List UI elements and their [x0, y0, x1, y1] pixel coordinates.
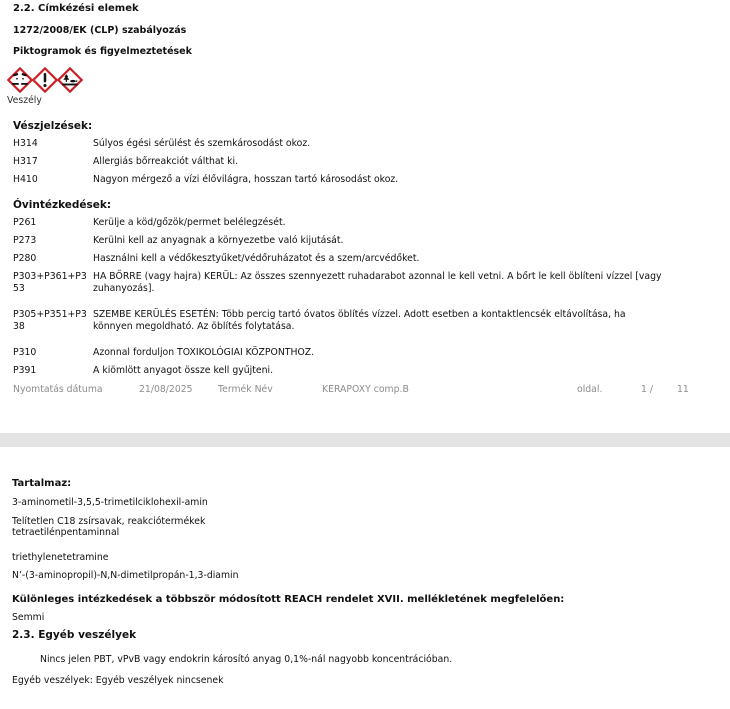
- precautionary-statement-row: [13, 217, 717, 229]
- substance-name: triethylenetetramine: [12, 551, 109, 563]
- precaution-text: Kerülje a köd/gőzök/permet belélegzését.: [93, 217, 286, 228]
- precautionary-statement-row: [13, 347, 717, 359]
- sds-page-2: [0, 447, 730, 709]
- section-2-3-title: 2.3. Egyéb veszélyek: [12, 628, 137, 641]
- precaution-code: P273: [13, 235, 37, 246]
- contains-header: Tartalmaz:: [12, 478, 72, 489]
- precaution-text: HA BŐRRE (vagy hajra) KERÜL: Az összes szennyezett ruhadarabot azonnal le kell vetni. A bőrt le kell öblíteni vízzel [vagy zuhanyozás].: [93, 271, 662, 294]
- hazard-statements-header: Vészjelzések:: [13, 120, 93, 132]
- precaution-text: Azonnal forduljon TOXIKOLÓGIAI KÖZPONTHOZ.: [93, 347, 315, 358]
- pictograms-title: Piktogramok és figyelmeztetések: [13, 46, 192, 57]
- hazard-code: H314: [13, 138, 38, 149]
- precaution-text: Kerülni kell az anyagnak a környezetbe való kijutását.: [93, 235, 344, 246]
- product-name-value: KERAPOXY comp.B: [322, 384, 409, 395]
- hazard-code: H317: [13, 156, 38, 167]
- ghs-pictogram-row: [7, 67, 717, 93]
- page-number-current: 1 /: [641, 384, 654, 395]
- hazard-code: H410: [13, 174, 38, 185]
- precaution-code: P280: [13, 253, 37, 264]
- precautionary-statement-row: [13, 309, 717, 333]
- section-2-2-title: 2.2. Címkézési elemek: [13, 3, 139, 14]
- precautionary-statements-header: Óvintézkedések:: [13, 199, 112, 211]
- page-number-total: 11: [677, 384, 689, 395]
- precaution-code: P310: [13, 347, 37, 358]
- ghs07-exclamation-mark-icon: [32, 67, 58, 93]
- precaution-text: SZEMBE KERÜLÉS ESETÉN: Több percig tartó óvatos öblítés vízzel. Adott esetben a kontaktlencsék eltávolítása, ha könnyen megoldható. Az öblítés folytatása.: [93, 309, 626, 332]
- print-date-value: 21/08/2025: [139, 384, 193, 395]
- print-date-label: Nyomtatás dátuma: [13, 384, 103, 395]
- substance-name: 3-aminometil-3,5,5-trimetilciklohexil-amin: [12, 497, 208, 508]
- reach-annex-header: Különleges intézkedések a többször módosított REACH rendelet XVII. mellékletének megfelelően:: [12, 593, 565, 605]
- ghs05-corrosion-icon: [7, 67, 33, 93]
- precaution-code: P305+P351+P338: [13, 309, 87, 332]
- page-footer: [0, 384, 730, 398]
- precaution-code: P391: [13, 365, 37, 376]
- signal-word: Veszély: [7, 95, 42, 106]
- substance-name: Telítetlen C18 zsírsavak, reakciótermékek tetraetilénpentaminnal: [12, 515, 206, 538]
- hazard-statement-row: [13, 138, 717, 150]
- precaution-code: P303+P361+P353: [13, 271, 87, 294]
- precaution-code: P261: [13, 217, 37, 228]
- substance-name: N’-(3-aminopropil)-N,N-dimetilpropán-1,3-diamin: [12, 570, 239, 581]
- reach-annex-value: Semmi: [12, 611, 45, 623]
- hazard-statement-row: [13, 156, 717, 168]
- precaution-text: Használni kell a védőkesztyűket/védőruházatot és a szem/arcvédőket.: [93, 253, 420, 264]
- precautionary-statement-row: [13, 365, 717, 377]
- precautionary-statement-row: [13, 271, 717, 295]
- pbt-statement: Nincs jelen PBT, vPvB vagy endokrin károsító anyag 0,1%-nál nagyobb koncentrációban.: [40, 653, 453, 665]
- hazard-text: Súlyos égési sérülést és szemkárosodást okoz.: [93, 138, 311, 149]
- precautionary-statement-row: [13, 235, 717, 247]
- product-name-label: Termék Név: [218, 384, 273, 395]
- hazard-text: Allergiás bőrreakciót válthat ki.: [93, 156, 239, 167]
- clp-regulation-title: 1272/2008/EK (CLP) szabályozás: [13, 25, 187, 36]
- hazard-text: Nagyon mérgező a vízi élővilágra, hosszan tartó károsodást okoz.: [93, 174, 399, 185]
- hazard-statement-row: [13, 174, 717, 186]
- page-number-label: oldal.: [577, 384, 603, 395]
- other-hazards-statement: Egyéb veszélyek: Egyéb veszélyek nincsenek: [12, 674, 224, 686]
- page-separator: [0, 433, 730, 447]
- ghs09-environment-icon: [57, 67, 83, 93]
- precaution-text: A kiömlött anyagot össze kell gyűjteni.: [93, 365, 274, 376]
- precautionary-statement-row: [13, 253, 717, 265]
